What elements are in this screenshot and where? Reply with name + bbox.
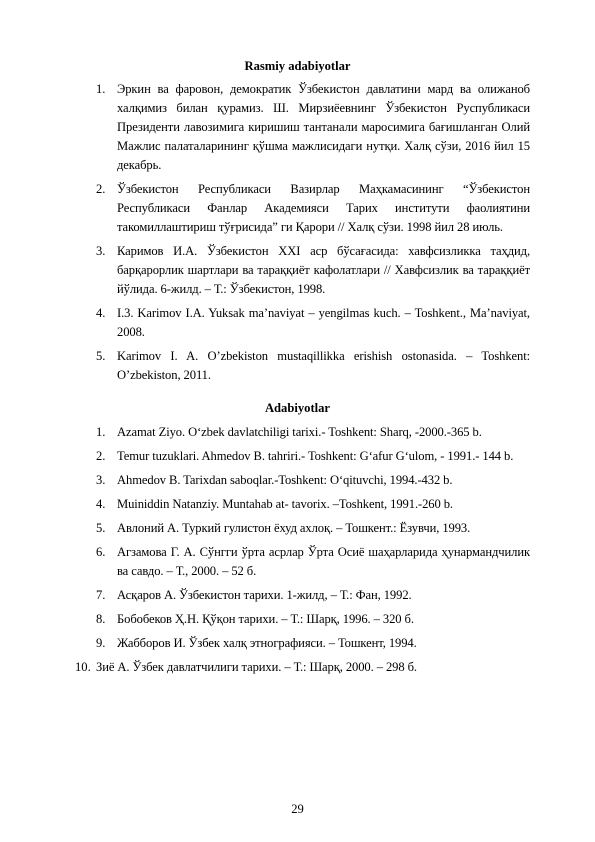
list-item-text: Karimov I. A. O’zbekiston mustaqillikka erishish ostonasida. – Toshkent: O’zbekiston, 2011. bbox=[117, 349, 530, 382]
list-item bbox=[96, 543, 530, 581]
list-item-text: Azamat Ziyo. O‘zbek davlatchiligi tarixi.- Toshkent: Sharq, -2000.-365 b. bbox=[117, 425, 482, 439]
list-item bbox=[96, 423, 530, 442]
list-item-number: 5. bbox=[96, 349, 106, 363]
official-literature-heading: Rasmiy adabiyotlar bbox=[244, 59, 351, 73]
list-item bbox=[96, 447, 530, 466]
list-item-text: Muiniddin Natanziy. Muntahab at- tavorix. –Toshkent, 1991.-260 b. bbox=[117, 497, 453, 511]
list-item-number: 3. bbox=[96, 473, 106, 487]
list-item-number: 5. bbox=[96, 521, 106, 535]
list-item-number: 1. bbox=[96, 82, 106, 96]
list-item bbox=[96, 495, 530, 514]
list-item-text: Зиё А. Ўзбек давлатчилиги тарихи. – Т.: Шарқ, 2000. – 298 б. bbox=[96, 660, 417, 674]
list-item-text: I.3. Karimov I.A. Yuksak ma’naviyat – yengilmas kuch. – Toshkent., Ma’naviyat, 2008. bbox=[117, 306, 530, 339]
list-item bbox=[96, 80, 530, 175]
list-item-text: Temur tuzuklari. Ahmedov B. tahriri.- Toshkent: G‘afur G‘ulom, - 1991.- 144 b. bbox=[117, 449, 514, 463]
list-item bbox=[96, 180, 530, 237]
list-item bbox=[96, 471, 530, 490]
literature-heading: Adabiyotlar bbox=[264, 401, 331, 415]
list-item-number: 1. bbox=[96, 425, 106, 439]
list-item-number: 2. bbox=[96, 449, 106, 463]
list-item-text: Авлоний А. Туркий гулистон ёхуд ахлоқ. – Тошкент.: Ёзувчи, 1993. bbox=[117, 521, 471, 535]
list-item bbox=[96, 634, 530, 653]
list-item-number: 6. bbox=[96, 545, 106, 559]
list-item-text: Эркин ва фаровон, демократик Ўзбекистон давлатини мард ва олижаноб халқимиз билан қурамиз. Ш. Мирзиёевнинг Ўзбекистон Руспубликаси Президенти лавозимига киришиш тантанали маросимига бағишланган Олий Мажлис палаталарининг қўшма мажлисидаги нутқи. Халқ сўзи, 2016 йил 15 декабрь. bbox=[117, 82, 530, 172]
list-item bbox=[96, 610, 530, 629]
list-item-number: 2. bbox=[96, 182, 106, 196]
page-number: 29 bbox=[291, 802, 304, 816]
list-item-text: Агзамова Г. А. Сўнгги ўрта асрлар Ўрта Осиё шаҳарларида ҳунармандчилик ва савдо. – Т., 2000. – 52 б. bbox=[117, 545, 530, 578]
list-item bbox=[96, 242, 530, 299]
list-item bbox=[96, 586, 530, 605]
list-item-number: 3. bbox=[96, 244, 106, 258]
official-literature-list bbox=[96, 80, 530, 390]
list-item-text: Ahmedov B. Tarixdan saboqlar.-Toshkent: O‘qituvchi, 1994.-432 b. bbox=[117, 473, 453, 487]
list-item bbox=[75, 658, 530, 677]
list-item-text: Каримов И.А. Ўзбекистон XXI аср бўсағасида: хавфсизликка таҳдид, барқарорлик шартлари ва тараққиёт кафолатлари // Хавфсизлик ва тараққиёт йўлида. 6-жилд. – Т.: Ўзбекистон, 1998. bbox=[117, 244, 530, 296]
list-item-text: Бобобеков Ҳ.Н. Қўқон тарихи. – Т.: Шарқ, 1996. – 320 б. bbox=[117, 612, 414, 626]
list-item-text: Жабборов И. Ўзбек халқ этнографияси. – Тошкент, 1994. bbox=[117, 636, 417, 650]
list-item bbox=[96, 347, 530, 385]
list-item-number: 8. bbox=[96, 612, 106, 626]
list-item bbox=[96, 304, 530, 342]
list-item-text: Асқаров А. Ўзбекистон тарихи. 1-жилд, – Т.: Фан, 1992. bbox=[117, 588, 412, 602]
list-item bbox=[96, 519, 530, 538]
list-item-text: Ўзбекистон Республикаси Вазирлар Маҳкамасининг “Ўзбекистон Республикаси Фанлар Академияси Тарих институти фаолиятини такомиллаштириш тўғрисида” ги Қарори // Халқ сўзи. 1998 йил 28 июль. bbox=[117, 182, 530, 234]
list-item-number: 9. bbox=[96, 636, 106, 650]
list-item-number: 4. bbox=[96, 497, 106, 511]
literature-list bbox=[75, 423, 530, 682]
list-item-number: 4. bbox=[96, 306, 106, 320]
list-item-number: 7. bbox=[96, 588, 106, 602]
list-item-number: 10. bbox=[75, 660, 91, 674]
